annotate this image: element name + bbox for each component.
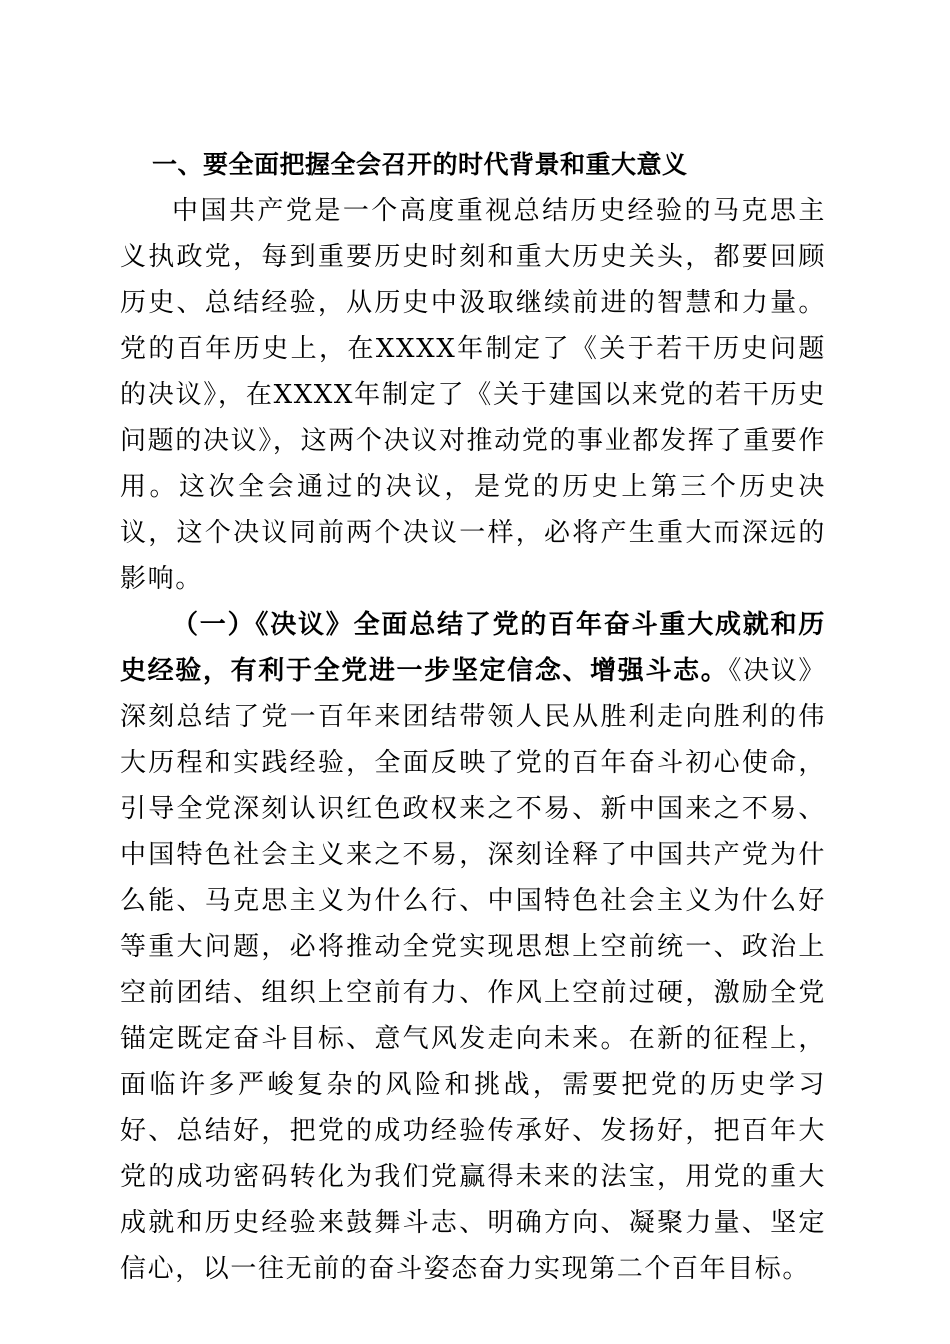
paragraph-2-body: 《决议》深刻总结了党一百年来团结带领人民从胜利走向胜利的伟大历程和实践经验，全面反映了党的百年奋斗初心使命，引导全党深刻认识红色政权来之不易、新中国来之不易、中国特色社会主义来之不易，深刻诠释了中国共产党为什么能、马克思主义为什么行、中国特色社会主义为什么好等重大问题，必将推动全党实现思想上空前统一、政治上空前团结、组织上空前有力、作风上空前过硬，激励全党锚定既定奋斗目标、意气风发走向未来。在新的征程上，面临许多严峻复杂的风险和挑战，需要把党的历史学习好、总结好，把党的成功经验传承好、发扬好，把百年大党的成功密码转化为我们党赢得未来的法宝，用党的重大成就和历史经验来鼓舞斗志、明确方向、凝聚力量、坚定信心，以一往无前的奋斗姿态奋力实现第二个百年目标。	[120, 656, 827, 1284]
document-body	[120, 142, 826, 1292]
subsection-heading: （一）《决议》全面总结了党的百年奋斗重大成就和历史经验，有利于全党进一步坚定信念、增强斗志。	[120, 610, 826, 686]
section-heading: 一、要全面把握全会召开的时代背景和重大意义	[152, 150, 688, 179]
paragraph-2	[120, 602, 826, 1292]
paragraph-1: 中国共产党是一个高度重视总结历史经验的马克思主义执政党，每到重要历史时刻和重大历史关头，都要回顾历史、总结经验，从历史中汲取继续前进的智慧和力量。党的百年历史上，在XXXX年制定了《关于若干历史问题的决议》，在XXXX年制定了《关于建国以来党的若干历史问题的决议》，这两个决议对推动党的事业都发挥了重要作用。这次全会通过的决议，是党的历史上第三个历史决议，这个决议同前两个决议一样，必将产生重大而深远的影响。	[120, 196, 826, 594]
